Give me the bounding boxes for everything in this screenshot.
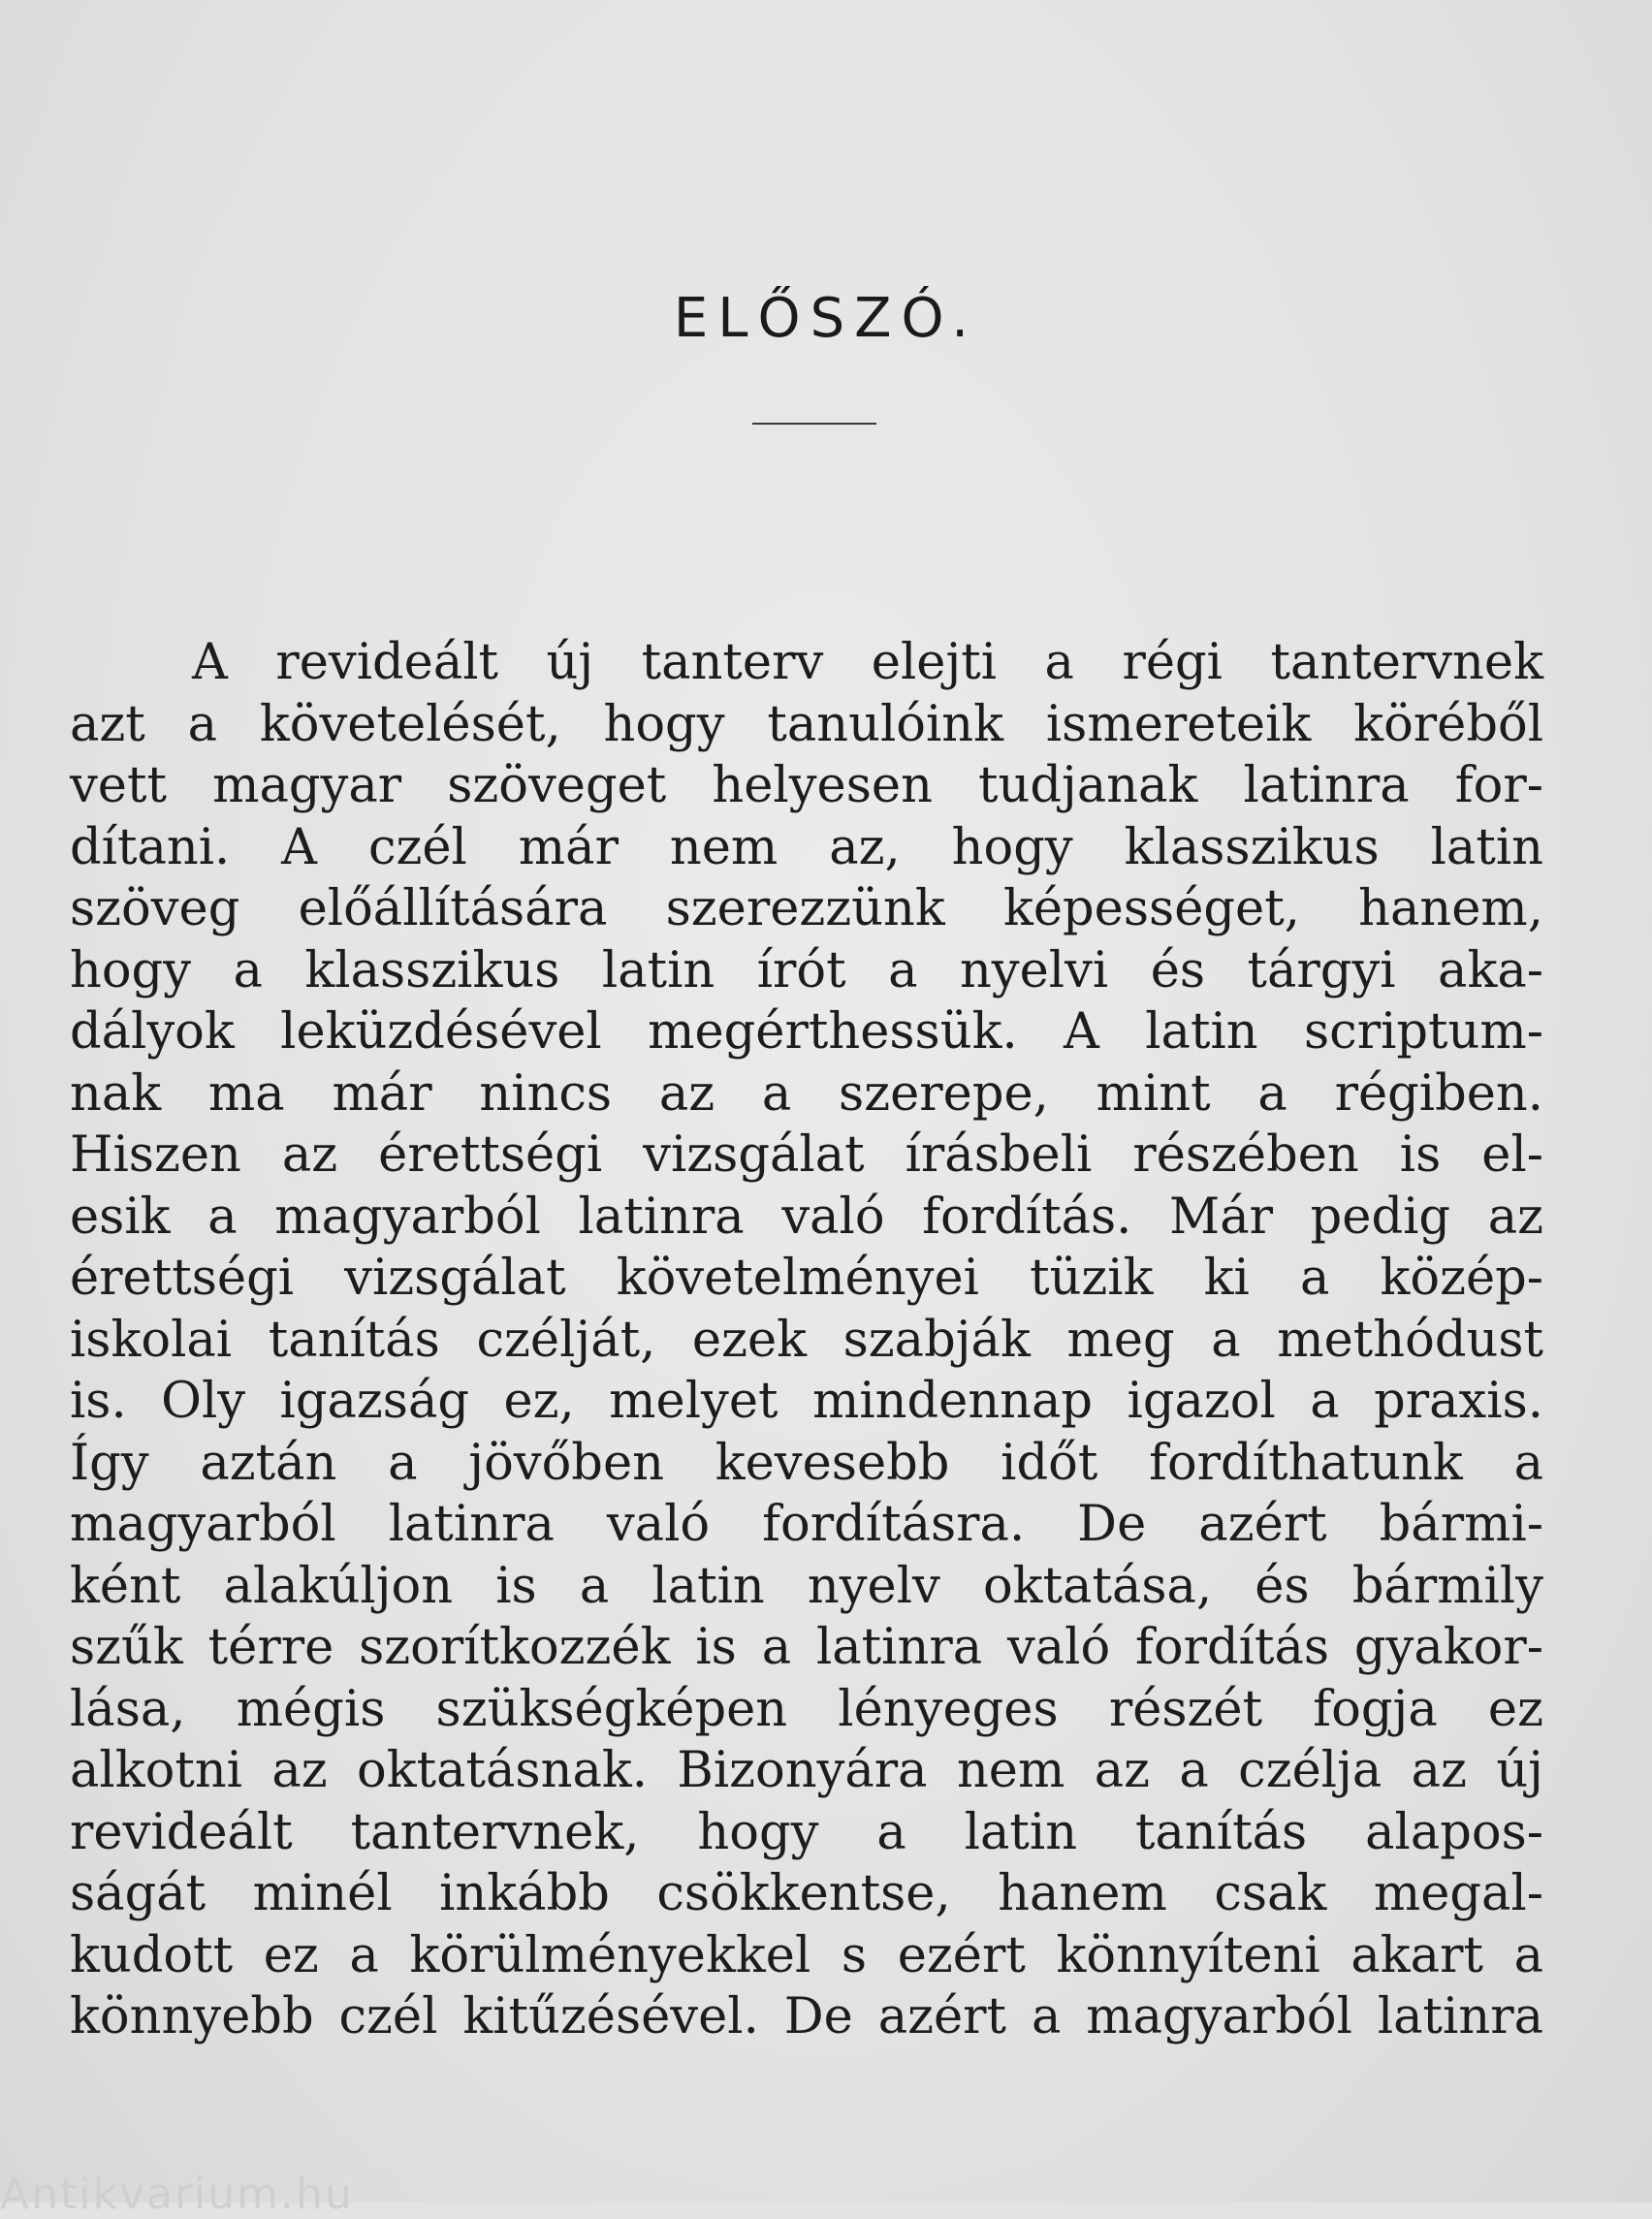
text-line: revideált tantervnek, hogy a latin tanítás alapos- [70, 1803, 1543, 1861]
text-line: Hiszen az érettségi vizsgálat írásbeli részében is el- [70, 1126, 1543, 1184]
text-line: könnyebb czél kitűzésével. De azért a magyarból latinra [70, 1988, 1543, 2045]
text-line: azt a követelését, hogy tanulóink ismereteik köréből [70, 695, 1543, 753]
text-line: alkotni az oktatásnak. Bizonyára nem az a czélja az új [70, 1742, 1543, 1799]
text-line: érettségi vizsgálat követelményei tüzik ki a közép- [70, 1250, 1543, 1307]
text-line: dályok leküzdésével megérthessük. A latin scriptum- [70, 1003, 1543, 1061]
text-line: nak ma már nincs az a szerepe, mint a régiben. [70, 1064, 1543, 1123]
text-line: Így aztán a jövőben kevesebb időt fordíthatunk a [70, 1434, 1543, 1492]
text-line: esik a magyarból latinra való fordítás. Már pedig az [70, 1188, 1543, 1246]
text-line: is. Oly igazság ez, melyet mindennap igazol a praxis. [70, 1373, 1543, 1430]
text-line: ként alakúljon is a latin nyelv oktatása, és bármily [70, 1557, 1543, 1615]
text-line: magyarból latinra való fordításra. De azért bármi- [70, 1496, 1543, 1553]
text-line: kudott ez a körülményekkel s ezért könnyíteni akart a [70, 1926, 1543, 1984]
text-line: A revideált új tanterv elejti a régi tantervnek [192, 634, 1543, 691]
text-line: dítani. A czél már nem az, hogy klasszikus latin [70, 818, 1543, 876]
text-line: lása, mégis szükségképen lényeges részét fogja ez [70, 1680, 1543, 1738]
text-line: ságát minél inkább csökkentse, hanem csak megal- [70, 1865, 1543, 1922]
text-line: iskolai tanítás czélját, ezek szabják meg a methódust [70, 1311, 1543, 1369]
preface-paragraph [70, 632, 1543, 2048]
page-title: ELŐSZÓ. [673, 287, 979, 350]
text-line: szöveg előállítására szerezzünk képességet, hanem, [70, 880, 1543, 937]
watermark: Antikvarium.hu [0, 2170, 354, 2219]
text-line: szűk térre szorítkozzék is a latinra való fordítás gyakor- [70, 1619, 1543, 1676]
text-line: hogy a klasszikus latin írót a nyelvi és tárgyi aka- [70, 941, 1543, 999]
title-divider [752, 423, 876, 425]
text-line: vett magyar szöveget helyesen tudjanak latinra for- [70, 757, 1543, 814]
